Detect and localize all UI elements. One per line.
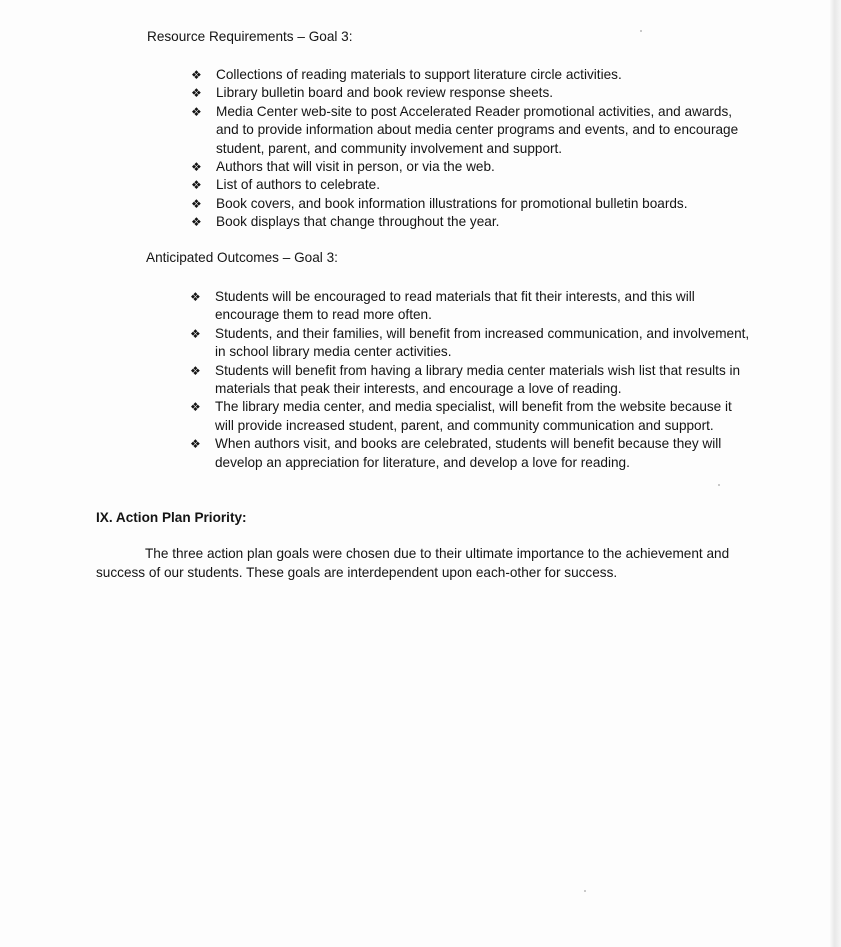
scan-speck	[718, 484, 720, 486]
action-plan-priority-title: IX. Action Plan Priority:	[96, 510, 247, 525]
list-item-text: The library media center, and media specialist, will benefit from the website because it will provide increased student, parent, and community communication and support.	[215, 399, 732, 433]
list-item	[190, 398, 750, 435]
diamond-bullet-icon: ❖	[191, 86, 202, 101]
list-item	[191, 195, 751, 213]
list-item-text: Students will be encouraged to read materials that fit their interests, and this will encourage them to read more often.	[215, 289, 695, 323]
list-item	[191, 66, 751, 84]
list-item	[191, 158, 751, 176]
resource-requirements-heading: Resource Requirements – Goal 3:	[147, 29, 353, 44]
list-item-text: Book displays that change throughout the year.	[216, 214, 500, 230]
list-item-text: Collections of reading materials to support literature circle activities.	[216, 67, 622, 82]
scan-speck	[584, 890, 586, 892]
anticipated-outcomes-list	[190, 288, 750, 472]
list-item	[191, 213, 751, 231]
list-item	[190, 435, 750, 472]
list-item	[190, 362, 750, 399]
list-item	[190, 325, 750, 362]
diamond-bullet-icon: ❖	[191, 196, 202, 211]
diamond-bullet-icon: ❖	[191, 160, 202, 175]
list-item-text: Students, and their families, will benefit from increased communication, and involvement, in school library media center activities.	[215, 325, 750, 360]
resource-requirements-list	[191, 66, 751, 232]
list-item-text: Students will benefit from having a library media center materials wish list that results in materials that peak their interests, and encourage a love of reading.	[215, 362, 741, 397]
list-item	[191, 176, 751, 194]
action-plan-priority-paragraph: The three action plan goals were chosen due to their ultimate importance to the achievement and success of our students. These goals are interdependent upon each-other for success.	[96, 546, 730, 580]
diamond-bullet-icon: ❖	[190, 363, 201, 378]
scan-speck	[640, 30, 642, 32]
anticipated-outcomes-heading: Anticipated Outcomes – Goal 3:	[146, 250, 338, 265]
diamond-bullet-icon: ❖	[190, 400, 201, 415]
list-item-text: List of authors to celebrate.	[216, 177, 380, 193]
list-item-text: Book covers, and book information illustrations for promotional bulletin boards.	[216, 195, 688, 211]
diamond-bullet-icon: ❖	[191, 68, 202, 82]
diamond-bullet-icon: ❖	[190, 290, 201, 304]
list-item-text: Media Center web-site to post Accelerated Reader promotional activities, and awards, and to provide information about media center programs and events, and to encourage student, parent, and community involvement and support.	[216, 103, 739, 156]
list-item-text: When authors visit, and books are celebrated, students will benefit because they will develop an appreciation for literature, and develop a love for reading.	[215, 436, 722, 470]
list-item	[191, 84, 751, 102]
diamond-bullet-icon: ❖	[190, 326, 201, 341]
list-item	[190, 288, 750, 325]
scan-edge-shadow	[829, 0, 841, 947]
diamond-bullet-icon: ❖	[190, 437, 201, 452]
list-item	[191, 103, 751, 158]
diamond-bullet-icon: ❖	[191, 178, 202, 193]
list-item-text: Library bulletin board and book review response sheets.	[216, 85, 554, 101]
diamond-bullet-icon: ❖	[191, 104, 202, 119]
diamond-bullet-icon: ❖	[191, 215, 202, 230]
list-item-text: Authors that will visit in person, or via the web.	[216, 159, 495, 175]
